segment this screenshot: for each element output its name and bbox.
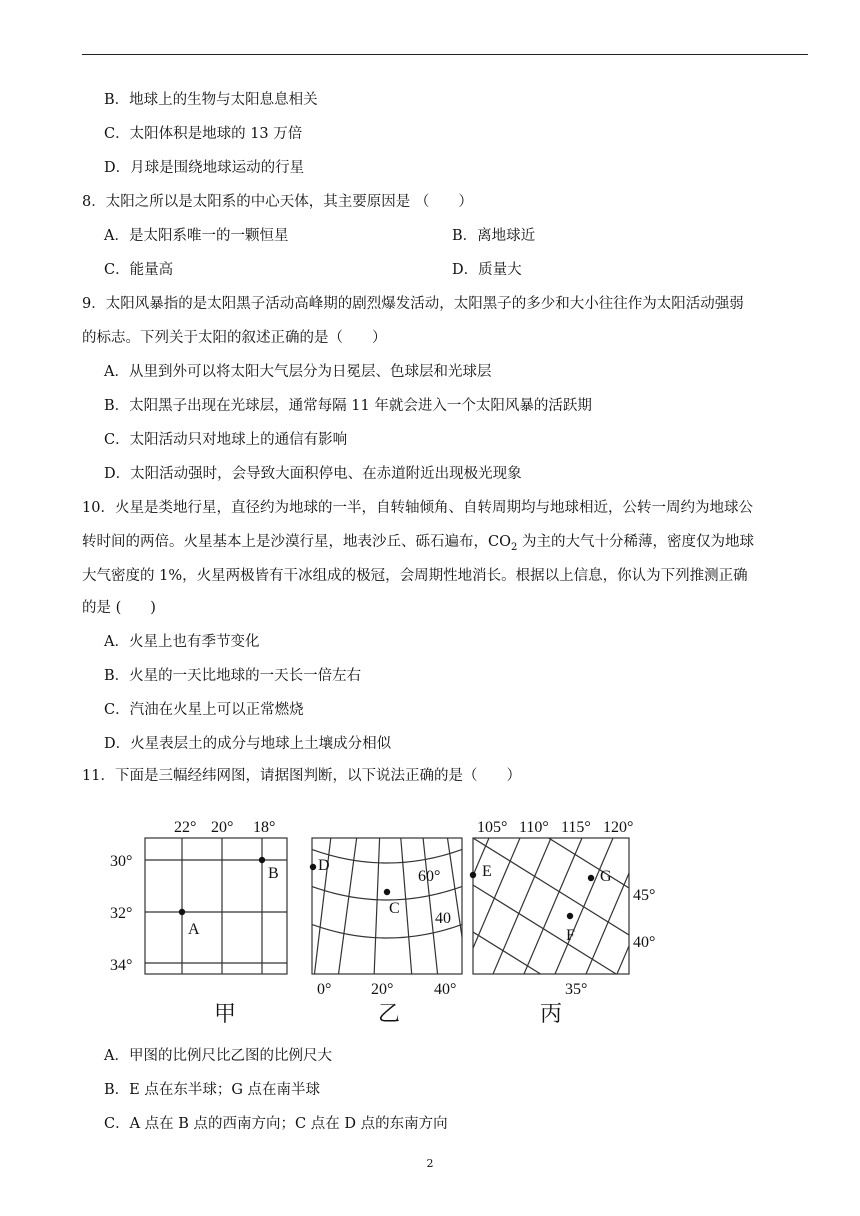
q9-option-a: A．从里到外可以将太阳大气层分为日冕层、色球层和光球层 — [104, 364, 492, 380]
point-g-marker — [588, 875, 594, 881]
q10-line2-part1: 转时间的两倍。火星基本上是沙漠行星，地表沙丘、砾石遍布，CO — [82, 534, 511, 550]
point-f-label: F — [566, 927, 575, 944]
yi-meridian — [338, 828, 358, 978]
jia-lat-label: 32° — [110, 905, 133, 922]
yi-meridian — [422, 828, 438, 978]
yi-meridian — [374, 828, 380, 978]
point-d-label: D — [318, 857, 330, 874]
yi-meridian — [446, 828, 468, 978]
q9-option-b: B．太阳黑子出现在光球层，通常每隔 11 年就会进入一个太阳风暴的活跃期 — [104, 398, 592, 414]
point-a-label: A — [188, 921, 200, 938]
bing-parallel — [473, 838, 629, 935]
point-f-marker — [567, 913, 573, 919]
jia-lon-label: 18° — [253, 819, 276, 836]
bing-lat-label: 35° — [565, 981, 588, 998]
bing-meridian — [462, 838, 520, 974]
header-rule — [82, 54, 808, 55]
point-d-marker — [310, 864, 316, 870]
q11-option-b: B．E 点在东半球；G 点在南半球 — [104, 1082, 321, 1098]
q8-option-a: A．是太阳系唯一的一颗恒星 — [104, 228, 289, 244]
point-a-marker — [179, 909, 185, 915]
q10-option-a: A．火星上也有季节变化 — [104, 634, 260, 650]
graticule-figure — [100, 808, 680, 1040]
point-b-marker — [259, 857, 265, 863]
bing-lon-label: 110° — [519, 819, 549, 836]
q7-option-d: D．月球是围绕地球运动的行星 — [104, 160, 305, 176]
panel-yi-frame — [312, 838, 462, 974]
jia-lon-label: 22° — [174, 819, 197, 836]
panel-bing — [431, 808, 680, 1029]
jia-lat-label: 34° — [110, 957, 133, 974]
yi-lon-label: 40° — [434, 981, 457, 998]
q10-option-c: C．汽油在火星上可以正常燃烧 — [104, 702, 304, 718]
q10-stem-line4: 的是 ( ) — [82, 600, 156, 616]
q9-option-c: C．太阳活动只对地球上的通信有影响 — [104, 432, 348, 448]
panel-yi-title: 乙 — [378, 1001, 401, 1026]
q8-stem: 8．太阳之所以是太阳系的中心天体，其主要原因是 （ ） — [82, 194, 473, 210]
jia-lon-label: 20° — [211, 819, 234, 836]
page-number: 2 — [426, 1157, 434, 1170]
q11-option-c: C．A 点在 B 点的西南方向；C 点在 D 点的东南方向 — [104, 1116, 448, 1132]
yi-lat-label: 60° — [418, 868, 441, 885]
q11-option-a: A．甲图的比例尺比乙图的比例尺大 — [104, 1048, 332, 1064]
point-c-label: C — [389, 900, 400, 917]
bing-lon-label: 105° — [477, 819, 508, 836]
bing-meridian — [493, 838, 551, 974]
q8-option-d: D．质量大 — [452, 262, 522, 278]
panel-jia — [145, 838, 287, 974]
bing-lon-label: 120° — [603, 819, 634, 836]
q9-option-d: D．太阳活动强时，会导致大面积停电、在赤道附近出现极光现象 — [104, 466, 522, 482]
q8-option-b: B．离地球近 — [452, 228, 536, 244]
point-b-label: B — [268, 865, 279, 882]
point-c-marker — [384, 889, 390, 895]
point-e-label: E — [482, 863, 492, 880]
jia-labels — [110, 819, 279, 1026]
bing-meridian — [617, 838, 675, 974]
bing-meridian — [524, 838, 582, 974]
point-e-marker — [470, 872, 476, 878]
yi-lat-label: 40 — [435, 910, 451, 927]
q7-option-b: B．地球上的生物与太阳息息相关 — [104, 92, 318, 108]
q9-stem-line1: 9．太阳风暴指的是太阳黑子活动高峰期的剧烈爆发活动，太阳黑子的多少和大小往往作为太阳活动强弱 — [82, 296, 744, 312]
panel-jia-title: 甲 — [214, 1001, 237, 1026]
panel-jia-frame — [145, 838, 287, 974]
panel-bing-frame — [473, 838, 629, 974]
yi-meridian — [400, 828, 412, 978]
jia-lat-label: 30° — [110, 853, 133, 870]
q11-stem: 11．下面是三幅经纬网图，请据图判断，以下说法正确的是（ ） — [82, 768, 521, 784]
bing-lat-label: 45° — [633, 887, 656, 904]
yi-lon-label: 20° — [371, 981, 394, 998]
q10-stem-line2 — [82, 532, 754, 558]
panel-bing-title: 丙 — [540, 1001, 563, 1026]
bing-lat-label: 40° — [633, 934, 656, 951]
point-g-label: G — [600, 868, 612, 885]
q10-stem-line1: 10．火星是类地行星，直径约为地球的一半，自转轴倾角、自转周期均与地球相近，公转一周约为地球公 — [82, 500, 753, 516]
bing-meridian — [586, 838, 644, 974]
q10-line2-part2: 为主的大气十分稀薄，密度仅为地球 — [517, 534, 754, 550]
q7-option-c: C．太阳体积是地球的 13 万倍 — [104, 126, 303, 142]
q10-option-d: D．火星表层土的成分与地球上土壤成分相似 — [104, 736, 392, 752]
q9-stem-line2: 的标志。下列关于太阳的叙述正确的是（ ） — [82, 330, 387, 346]
q8-option-c: C．能量高 — [104, 262, 174, 278]
yi-parallel-arc — [258, 898, 516, 938]
q10-stem-line3: 大气密度的 1%，火星两极皆有干冰组成的极冠，会周期性地消长。根据以上信息，你认为下列推测正确 — [82, 568, 748, 584]
bing-meridian — [648, 838, 680, 974]
bing-lon-label: 115° — [561, 819, 591, 836]
co2-subscript: 2 — [510, 541, 518, 553]
bing-meridian — [431, 838, 489, 974]
yi-lon-label: 0° — [317, 981, 332, 998]
q10-option-b: B．火星的一天比地球的一天长一倍左右 — [104, 668, 362, 684]
